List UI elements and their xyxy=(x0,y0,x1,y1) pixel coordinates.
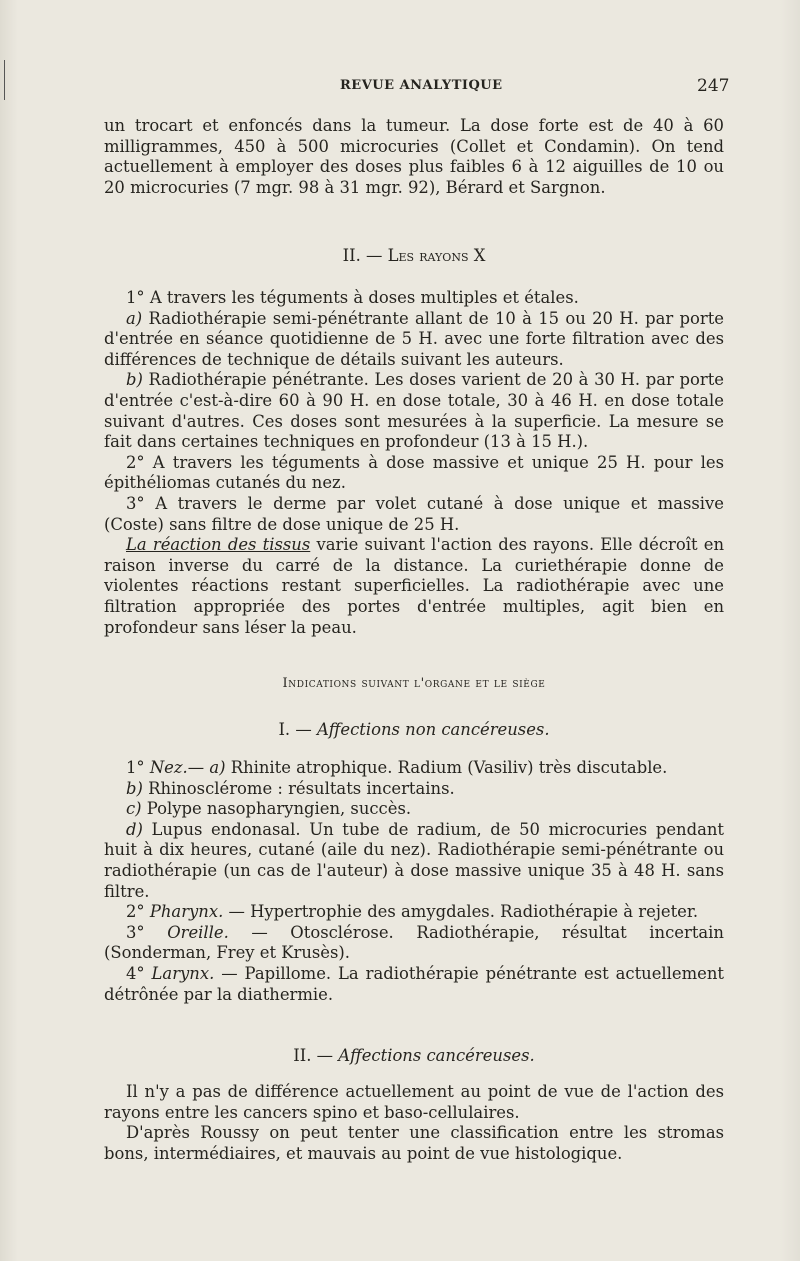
rayons-paragraph-reaction xyxy=(104,535,724,638)
oreille-paragraph xyxy=(104,923,724,964)
nez-number: 1° xyxy=(126,758,150,777)
nez-label: Nez. xyxy=(149,758,188,777)
subheading-title-2: Affections cancéreuses. xyxy=(338,1046,535,1065)
larynx-paragraph xyxy=(104,964,724,1005)
nez-c-paragraph xyxy=(104,799,724,820)
page-number: 247 xyxy=(697,76,730,96)
intro-text: un trocart et enfoncés dans la tumeur. La dose forte est de 40 à 60 milligrammes, 450 à 500 microcuries (Collet et Condamin). On tend actuellement à employer des doses plus faibles 6 à 12 aiguilles de 10 ou 20 microcuries (7 mgr. 98 à 31 mgr. 92), Bérard et Sargnon. xyxy=(104,116,724,197)
nez-d-paragraph xyxy=(104,820,724,902)
nez-b-text: Rhinosclérome : résultats incertains. xyxy=(142,778,455,798)
rayons-body xyxy=(104,288,724,638)
nez-d-text: Lupus endonasal. Un tube de radium, de 50 microcuries pendant huit à dix heures, cutané (aile du nez). Radiothérapie semi-pénétrante ou radiothérapie (un cas de l'auteur) à dose massive unique 35 à 48 H. sans filtre. xyxy=(104,819,724,901)
reaction-label: La réaction des tissus xyxy=(126,535,311,555)
running-head: REVUE ANALYTIQUE xyxy=(340,78,503,93)
nez-a-paragraph xyxy=(104,758,724,779)
section-heading-number: II. — xyxy=(342,246,388,265)
rayons-paragraph-3: 3° A travers le derme par volet cutané à dose unique et massive (Coste) sans filtre de dose unique de 25 H. xyxy=(104,493,724,534)
item-label-b: b) xyxy=(126,370,143,390)
subheading-number: I. — xyxy=(278,720,317,739)
rayons-paragraph-b xyxy=(104,370,724,452)
cancer-paragraph-1: Il n'y a pas de différence actuellement au point de vue de l'action des rayons entre les cancers spino et baso-cellulaires. xyxy=(104,1082,724,1122)
item-text-b: Radiothérapie pénétrante. Les doses varient de 20 à 30 H. par porte d'entrée c'est-à-dire 60 à 90 H. en dose totale, 30 à 46 H. en dose totale suivant d'autres. Ces doses sont mesurées à la superficie. La mesure se fait dans certaines techniques en profondeur (13 à 15 H.). xyxy=(104,370,724,452)
pharynx-label: Pharynx. xyxy=(149,902,224,922)
nez-b-label: b) xyxy=(126,778,143,798)
nez-c-text: Polype nasopharyngien, succès. xyxy=(141,799,412,819)
oreille-text: — Otosclérose. Radiothérapie, résultat incertain (Sonderman, Frey et Krusès). xyxy=(104,922,724,963)
oreille-label: Oreille. xyxy=(167,922,229,942)
cancer-paragraph-2: D'après Roussy on peut tenter une classification entre les stromas bons, intermédiaires, et mauvais au point de vue histologique. xyxy=(104,1123,724,1163)
larynx-number: 4° xyxy=(126,963,152,983)
nez-d-label: d) xyxy=(126,819,143,839)
nez-a-text: Rhinite atrophique. Radium (Vasiliv) très discutable. xyxy=(225,758,668,777)
rayons-paragraph-a xyxy=(104,309,724,371)
larynx-text: — Papillome. La radiothérapie pénétrante est actuellement détrônée par la diathermie. xyxy=(104,963,724,1004)
nez-c-label: c) xyxy=(126,799,142,819)
oreille-number: 3° xyxy=(126,922,168,942)
pharynx-number: 2° xyxy=(126,902,150,922)
larynx-label: Larynx. xyxy=(151,963,215,983)
cancer-body xyxy=(104,1082,724,1164)
subheading-cancereuses xyxy=(104,1046,724,1065)
page-header xyxy=(0,76,800,100)
non-cancer-body xyxy=(104,758,724,1005)
nez-b-paragraph xyxy=(104,779,724,800)
reaction-text: varie suivant l'action des rayons. Elle décroît en raison inverse du carré de la distance. La curiethérapie donne de violentes réactions restant superficielles. La radiothérapie avec une filtration appropriée des portes d'entrée multiples, agit bien en profondeur sans léser la peau. xyxy=(104,535,725,637)
pharynx-paragraph xyxy=(104,902,724,923)
section-heading-title: Les rayons X xyxy=(387,246,486,265)
intro-paragraph xyxy=(104,116,724,198)
subheading-non-cancereuses xyxy=(104,720,724,739)
rayons-paragraph-1: 1° A travers les téguments à doses multiples et étales. xyxy=(126,288,579,307)
pharynx-text: — Hypertrophie des amygdales. Radiothérapie à rejeter. xyxy=(223,902,699,922)
subheading-number-2: II. — xyxy=(293,1046,339,1065)
item-label-a: a) xyxy=(126,308,143,328)
indications-heading-text: Indications suivant l'organe et le siège xyxy=(282,676,546,691)
item-text-a: Radiothérapie semi-pénétrante allant de 10 à 15 ou 20 H. par porte d'entrée en séance quotidienne de 5 H. avec une forte filtration avec des différences de technique de détails suivant les auteurs. xyxy=(104,308,724,369)
nez-a-label: — a) xyxy=(187,758,226,777)
subheading-title: Affections non cancéreuses. xyxy=(316,720,550,739)
rayons-paragraph-2: 2° A travers les téguments à dose massive et unique 25 H. pour les épithéliomas cutanés du nez. xyxy=(104,452,724,493)
section-heading-rayons xyxy=(104,246,724,265)
indications-heading xyxy=(104,676,724,691)
